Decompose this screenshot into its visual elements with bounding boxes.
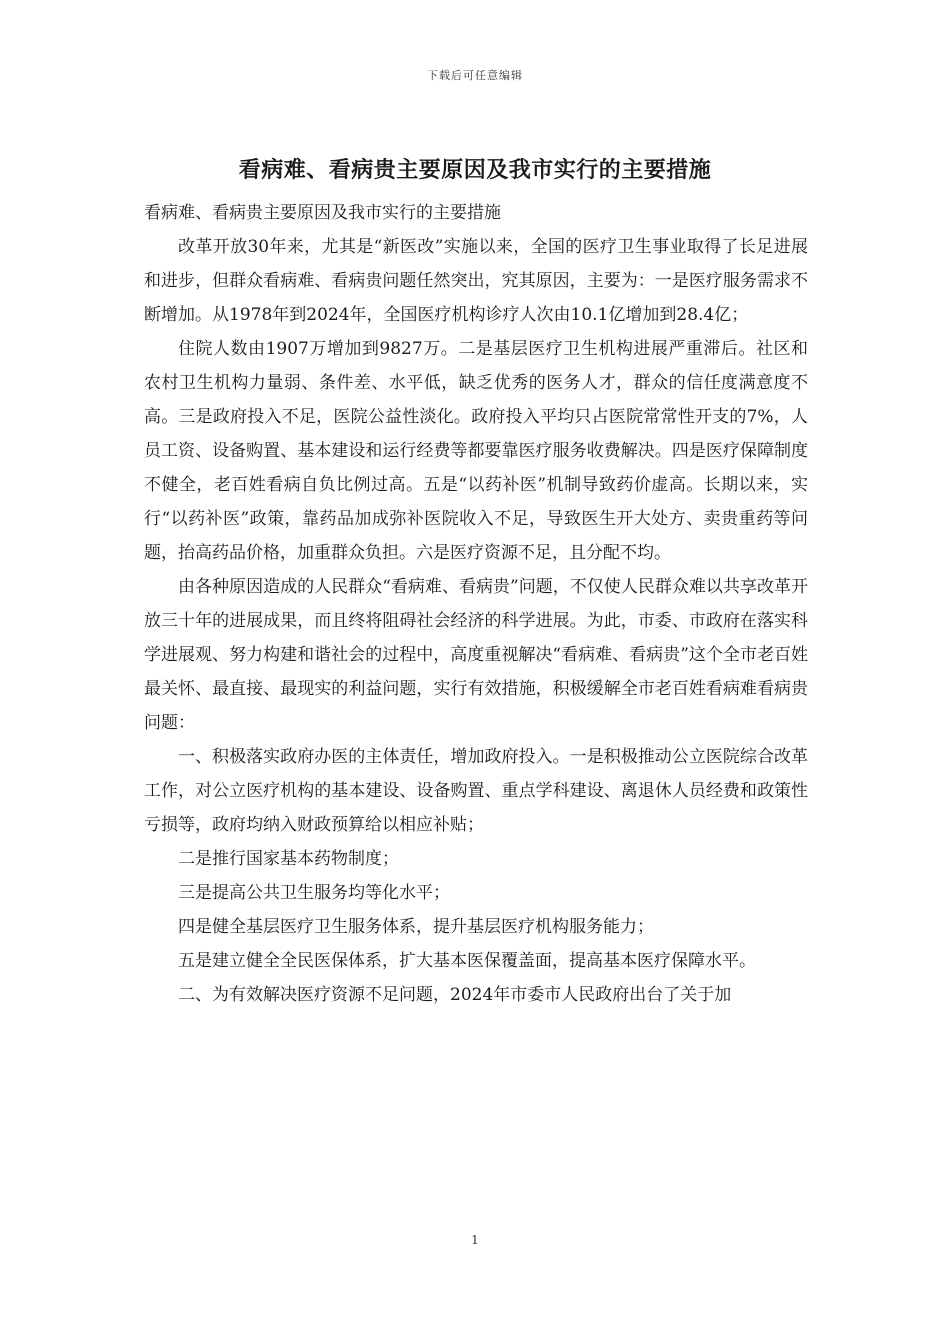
paragraph: 二是推行国家基本药物制度； (178, 849, 399, 869)
paragraph: 由各种原因造成的人民群众“看病难、看病贵”问题，不仅使人民群众难以共享改革开放三十年的进展成果，而且终将阻碍社会经济的科学进展。为此，市委、市政府在落实科学进展观、努力构建和谐社会的过程中，高度重视解决“看病难、看病贵”这个全市老百姓最关怀、最直接、最现实的利益问题，实行有效措施，积极缓解全市老百姓看病难看病贵问题： (144, 577, 808, 733)
paragraph: 三是提高公共卫生服务均等化水平； (178, 883, 450, 903)
paragraph: 五是建立健全全民医保体系，扩大基本医保覆盖面，提高基本医疗保障水平。 (178, 951, 756, 971)
paragraph: 住院人数由1907万增加到9827万。二是基层医疗卫生机构进展严重滞后。社区和农村卫生机构力量弱、条件差、水平低，缺乏优秀的医务人才，群众的信任度满意度不高。三是政府投入不足，医院公益性淡化。政府投入平均只占医院常常性开支的7%，人员工资、设备购置、基本建设和运行经费等都要靠医疗服务收费解决。四是医疗保障制度不健全，老百姓看病自负比例过高。五是“以药补医”机制导致药价虚高。长期以来，实行“以药补医”政策，靠药品加成弥补医院收入不足，导致医生开大处方、卖贵重药等问题，抬高药品价格，加重群众负担。六是医疗资源不足，且分配不均。 (144, 339, 808, 563)
document-body (144, 196, 808, 1012)
paragraph: 一、积极落实政府办医的主体责任，增加政府投入。一是积极推动公立医院综合改革工作，对公立医疗机构的基本建设、设备购置、重点学科建设、离退休人员经费和政策性亏损等，政府均纳入财政预算给以相应补贴； (144, 747, 808, 835)
download-note: 下载后可任意编辑 (427, 69, 523, 82)
page-number: 1 (471, 1233, 479, 1247)
paragraph: 改革开放30年来，尤其是“新医改”实施以来，全国的医疗卫生事业取得了长足进展和进步，但群众看病难、看病贵问题任然突出，究其原因，主要为：一是医疗服务需求不断增加。从1978年到2024年，全国医疗机构诊疗人次由10.1亿增加到28.4亿； (144, 237, 808, 325)
paragraph: 二、为有效解决医疗资源不足问题，2024年市委市人民政府出台了关于加 (178, 985, 732, 1005)
paragraph: 四是健全基层医疗卫生服务体系，提升基层医疗机构服务能力； (178, 917, 654, 937)
document-title: 看病难、看病贵主要原因及我市实行的主要措施 (238, 157, 712, 183)
document-subtitle: 看病难、看病贵主要原因及我市实行的主要措施 (144, 203, 501, 223)
